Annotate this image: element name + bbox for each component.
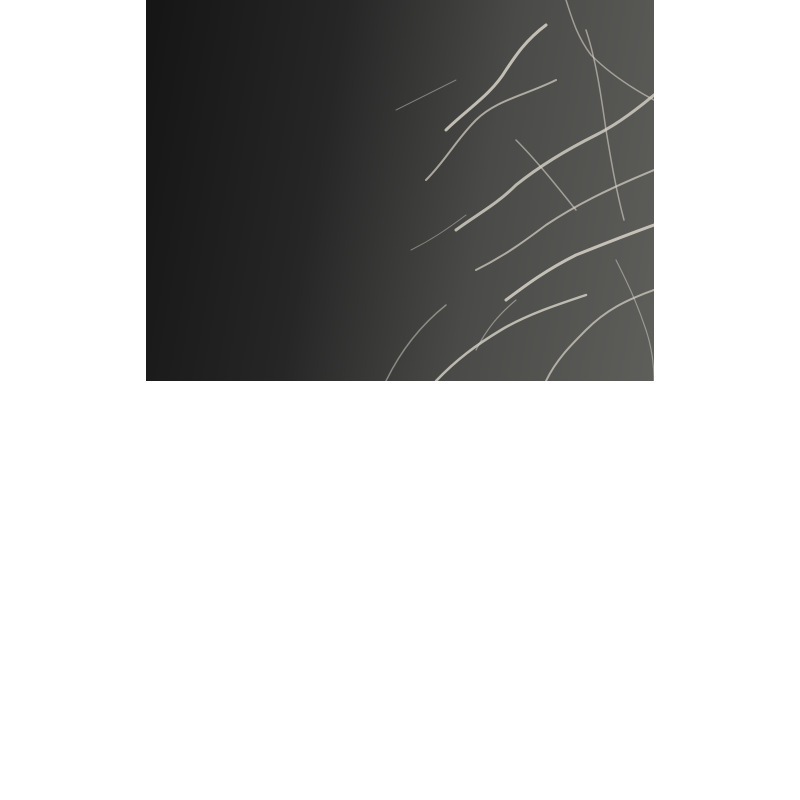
marble-vein-texture [146, 0, 654, 381]
swatch-info-text [165, 24, 427, 38]
bottom-color-swatches [146, 610, 654, 800]
marble-texture-panel [146, 0, 654, 381]
top-color-swatch [146, 400, 654, 591]
